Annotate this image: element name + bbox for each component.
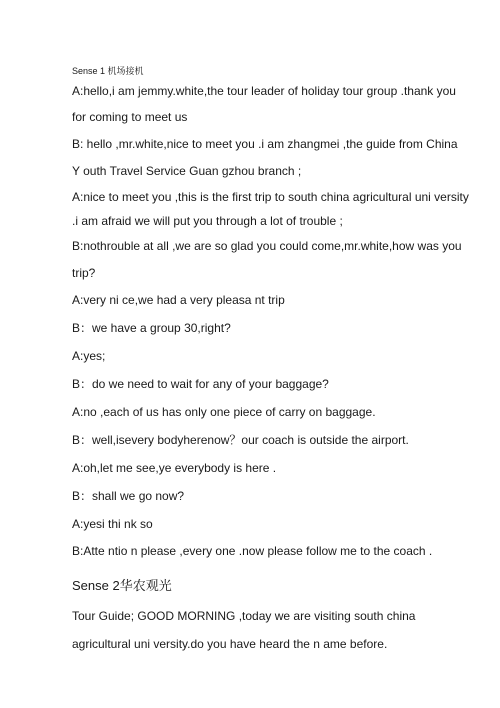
dialogue-line: B：do we need to wait for any of your baggage? — [72, 377, 329, 391]
dialogue-line: A:yesi thi nk so — [72, 517, 153, 531]
dialogue-line: A:no ,each of us has only one piece of carry on baggage. — [72, 405, 376, 419]
dialogue-line: B：shall we go now? — [72, 489, 185, 503]
section-2-title: Sense 2华农观光 — [72, 578, 172, 593]
section-1-title: Sense 1 机场接机 — [72, 66, 144, 76]
dialogue-line: A:very ni ce,we had a very pleasa nt trip — [72, 293, 285, 307]
dialogue-line: for coming to meet us — [72, 110, 188, 124]
dialogue-line: B：well,isevery bodyherenow？our coach is outside the airport. — [72, 433, 409, 447]
dialogue-line: A:nice to meet you ,this is the first trip to south china agricultural uni versity — [72, 190, 469, 204]
dialogue-line: B:nothrouble at all ,we are so glad you could come,mr.white,how was you — [72, 239, 462, 253]
dialogue-line: trip? — [72, 266, 96, 280]
dialogue-line: A:yes; — [72, 349, 106, 363]
narration-line: agricultural uni versity.do you have heard the n ame before. — [72, 637, 388, 651]
dialogue-line: B: hello ,mr.white,nice to meet you .i am zhangmei ,the guide from China — [72, 137, 458, 151]
dialogue-line: B：we have a group 30,right? — [72, 321, 231, 335]
dialogue-line: B:Atte ntio n please ,every one .now please follow me to the coach . — [72, 544, 433, 558]
dialogue-line: A:oh,let me see,ye everybody is here . — [72, 461, 277, 475]
dialogue-line: .i am afraid we will put you through a lot of trouble ; — [72, 214, 343, 228]
narration-line: Tour Guide; GOOD MORNING ,today we are visiting south china — [72, 609, 416, 623]
dialogue-line: A:hello,i am jemmy.white,the tour leader of holiday tour group .thank you — [72, 84, 456, 98]
dialogue-line: Y outh Travel Service Guan gzhou branch ; — [72, 164, 302, 178]
